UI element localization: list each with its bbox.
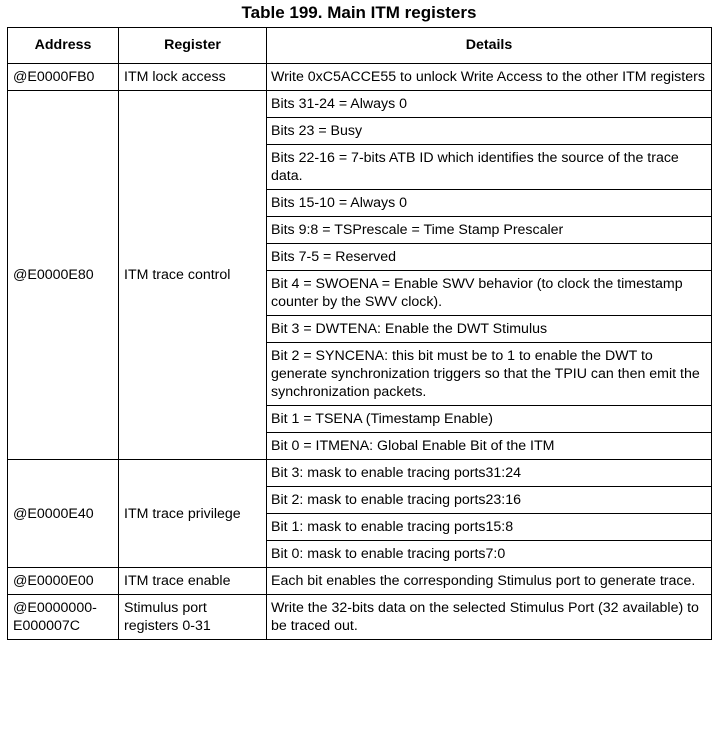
details-cell: Bits 9:8 = TSPrescale = Time Stamp Prescaler [267, 217, 712, 244]
table-body [8, 64, 712, 640]
header-address: Address [8, 28, 119, 64]
details-cell: Each bit enables the corresponding Stimulus port to generate trace. [267, 568, 712, 595]
register-cell: ITM trace control [119, 91, 267, 460]
details-cell: Bit 2 = SYNCENA: this bit must be to 1 to enable the DWT to generate synchronization triggers so that the TPIU can then emit the synchronization packets. [267, 343, 712, 406]
table-row [8, 595, 712, 640]
details-cell: Bits 31-24 = Always 0 [267, 91, 712, 118]
details-cell: Bit 2: mask to enable tracing ports23:16 [267, 487, 712, 514]
register-cell: ITM lock access [119, 64, 267, 91]
details-cell: Bit 1: mask to enable tracing ports15:8 [267, 514, 712, 541]
table-header-row [8, 28, 712, 64]
header-register: Register [119, 28, 267, 64]
details-cell: Bits 7-5 = Reserved [267, 244, 712, 271]
header-details: Details [267, 28, 712, 64]
details-cell: Bits 23 = Busy [267, 118, 712, 145]
table-row [8, 568, 712, 595]
details-cell: Bit 4 = SWOENA = Enable SWV behavior (to clock the timestamp counter by the SWV clock). [267, 271, 712, 316]
address-cell: @E0000FB0 [8, 64, 119, 91]
details-cell: Bit 3 = DWTENA: Enable the DWT Stimulus [267, 316, 712, 343]
table-row [8, 64, 712, 91]
details-cell: Bit 1 = TSENA (Timestamp Enable) [267, 406, 712, 433]
details-cell: Write the 32-bits data on the selected Stimulus Port (32 available) to be traced out. [267, 595, 712, 640]
details-cell: Bits 15-10 = Always 0 [267, 190, 712, 217]
register-cell: ITM trace privilege [119, 460, 267, 568]
address-cell: @E0000000- E000007C [8, 595, 119, 640]
itm-registers-table [7, 27, 712, 640]
table-caption: Table 199. Main ITM registers [241, 3, 477, 22]
details-cell: Bit 0: mask to enable tracing ports7:0 [267, 541, 712, 568]
address-cell: @E0000E00 [8, 568, 119, 595]
address-cell: @E0000E40 [8, 460, 119, 568]
table-row [8, 91, 712, 118]
details-cell: Bit 0 = ITMENA: Global Enable Bit of the ITM [267, 433, 712, 460]
table-row [8, 460, 712, 487]
address-cell: @E0000E80 [8, 91, 119, 460]
details-cell: Bit 3: mask to enable tracing ports31:24 [267, 460, 712, 487]
details-cell: Bits 22-16 = 7-bits ATB ID which identifies the source of the trace data. [267, 145, 712, 190]
register-cell: Stimulus port registers 0-31 [119, 595, 267, 640]
details-cell: Write 0xC5ACCE55 to unlock Write Access to the other ITM registers [267, 64, 712, 91]
register-cell: ITM trace enable [119, 568, 267, 595]
